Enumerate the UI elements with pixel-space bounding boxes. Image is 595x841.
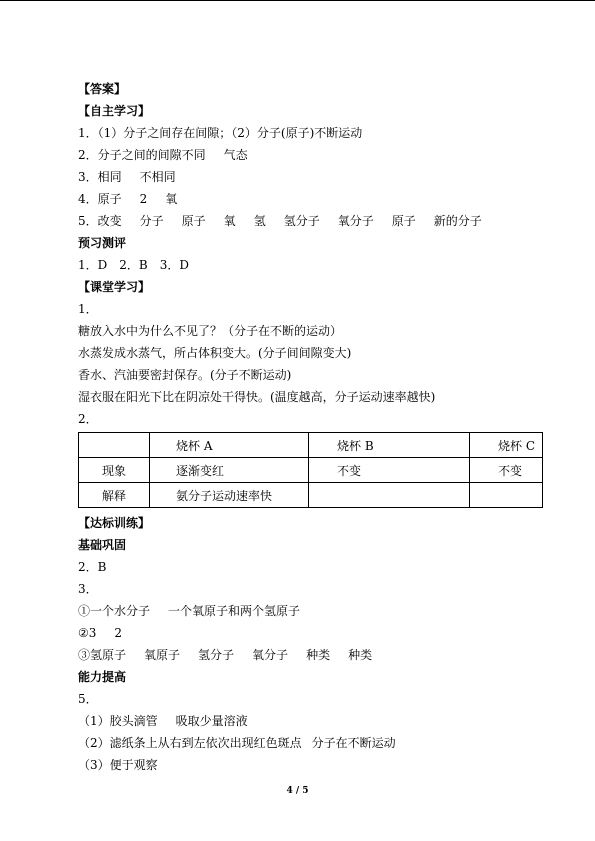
preview-test-answers: 1．D 2．B 3．D bbox=[78, 258, 189, 272]
self-study-line-5: 5．改变 分子 原子 氧 氢 氢分子 氧分子 原子 新的分子 bbox=[78, 214, 482, 228]
basic-q3-part1: ①一个水分子 一个氧原子和两个氢原子 bbox=[78, 604, 301, 618]
ability-q5-part3: （3）便于观察 bbox=[78, 758, 158, 772]
table-cell: 不变 bbox=[470, 458, 543, 483]
ability-heading: 能力提高 bbox=[78, 670, 127, 684]
basic-q3-part2: ②3 2 bbox=[78, 626, 123, 640]
beaker-table bbox=[78, 432, 543, 508]
table-header-row bbox=[79, 433, 543, 458]
table-cell: 逐渐变红 bbox=[150, 458, 309, 483]
table-cell: 解释 bbox=[79, 483, 150, 508]
table-row bbox=[79, 458, 543, 483]
self-study-line-1: 1．（1）分子之间存在间隙；（2）分子(原子)不断运动 bbox=[78, 126, 363, 140]
answer-heading: 【答案】 bbox=[78, 82, 127, 96]
header-rule bbox=[0, 0, 595, 1]
table-cell: 氨分子运动速率快 bbox=[150, 483, 309, 508]
class-study-heading: 【课堂学习】 bbox=[78, 280, 151, 294]
table-row bbox=[79, 483, 543, 508]
basic-q2: 2．B bbox=[78, 560, 107, 574]
class-study-q1: 1． bbox=[78, 302, 98, 316]
class-study-item-1: 糖放入水中为什么不见了？（分子在不断的运动） bbox=[78, 324, 343, 338]
table-cell: 现象 bbox=[79, 458, 150, 483]
document-page bbox=[78, 78, 544, 776]
table-cell: 烧杯 A bbox=[150, 433, 309, 458]
self-study-line-3: 3．相同 不相同 bbox=[78, 170, 176, 184]
basic-q3: 3． bbox=[78, 582, 98, 596]
table-cell: 不变 bbox=[309, 458, 470, 483]
ability-q5: 5． bbox=[78, 692, 98, 706]
table-cell: 烧杯 B bbox=[309, 433, 470, 458]
page-footer bbox=[0, 786, 595, 796]
class-study-q2: 2． bbox=[78, 412, 98, 426]
standard-training-heading: 【达标训练】 bbox=[78, 516, 151, 530]
class-study-item-2: 水蒸发成水蒸气，所占体积变大。(分子间间隙变大) bbox=[78, 346, 352, 360]
ability-q5-part1: （1）胶头滴管 吸取少量溶液 bbox=[78, 714, 248, 728]
basic-heading: 基础巩固 bbox=[78, 538, 127, 552]
table-cell bbox=[470, 483, 543, 508]
class-study-item-3: 香水、汽油要密封保存。(分子不断运动) bbox=[78, 368, 292, 382]
preview-test-heading: 预习测评 bbox=[78, 236, 127, 250]
self-study-heading: 【自主学习】 bbox=[78, 104, 151, 118]
table-cell bbox=[309, 483, 470, 508]
basic-q3-part3: ③氢原子 氧原子 氢分子 氧分子 种类 种类 bbox=[78, 648, 373, 662]
self-study-line-2: 2．分子之间的间隙不同 气态 bbox=[78, 148, 248, 162]
table-cell bbox=[79, 433, 150, 458]
page-number: 4 / 5 bbox=[286, 786, 309, 796]
table-cell: 烧杯 C bbox=[470, 433, 543, 458]
ability-q5-part2: （2）滤纸条上从右到左依次出现红色斑点 分子在不断运动 bbox=[78, 736, 396, 750]
self-study-line-4: 4．原子 2 氧 bbox=[78, 192, 178, 206]
class-study-item-4: 湿衣服在阳光下比在阴凉处干得快。(温度越高，分子运动速率越快) bbox=[78, 390, 436, 404]
